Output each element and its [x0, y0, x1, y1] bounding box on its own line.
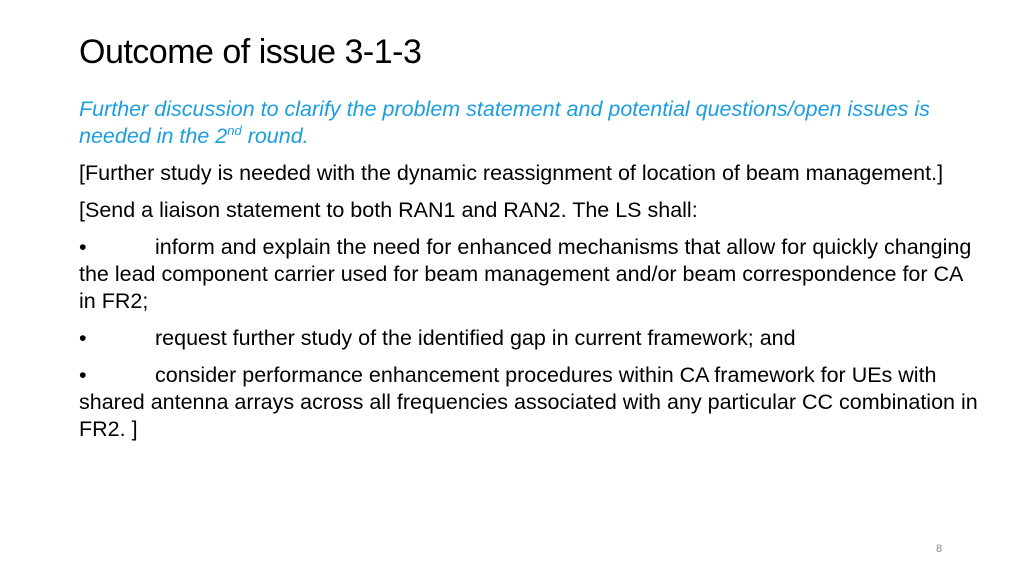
discussion-note [79, 96, 979, 150]
bullet-item [79, 362, 979, 443]
bullet-text: inform and explain the need for enhanced mechanisms that allow for quickly changing the lead component carrier used for beam management and/or beam correspondence for CA in FR2; [79, 235, 972, 313]
further-study-paragraph: [Further study is needed with the dynamic reassignment of location of beam management.] [79, 161, 944, 185]
page-number: 8 [936, 543, 943, 555]
bullet-item [79, 234, 979, 315]
discussion-note-text: Further discussion to clarify the problem statement and potential questions/open issues is needed in the 2 [79, 97, 930, 148]
discussion-note-end: round. [241, 124, 309, 148]
bullet-item [79, 325, 979, 352]
bullet-text: consider performance enhancement procedures within CA framework for UEs with shared antenna arrays across all frequencies associated with any particular CC combination in FR2. ] [79, 363, 978, 441]
ordinal-superscript: nd [227, 122, 242, 138]
bullet-text: request further study of the identified gap in current framework; and [155, 326, 796, 350]
bullet-icon: • [79, 363, 87, 387]
liaison-paragraph: [Send a liaison statement to both RAN1 and RAN2. The LS shall: [79, 198, 698, 222]
slide-body [79, 96, 979, 453]
slide-title: Outcome of issue 3-1-3 [79, 33, 422, 71]
bullet-icon: • [79, 235, 87, 259]
bullet-icon: • [79, 326, 87, 350]
